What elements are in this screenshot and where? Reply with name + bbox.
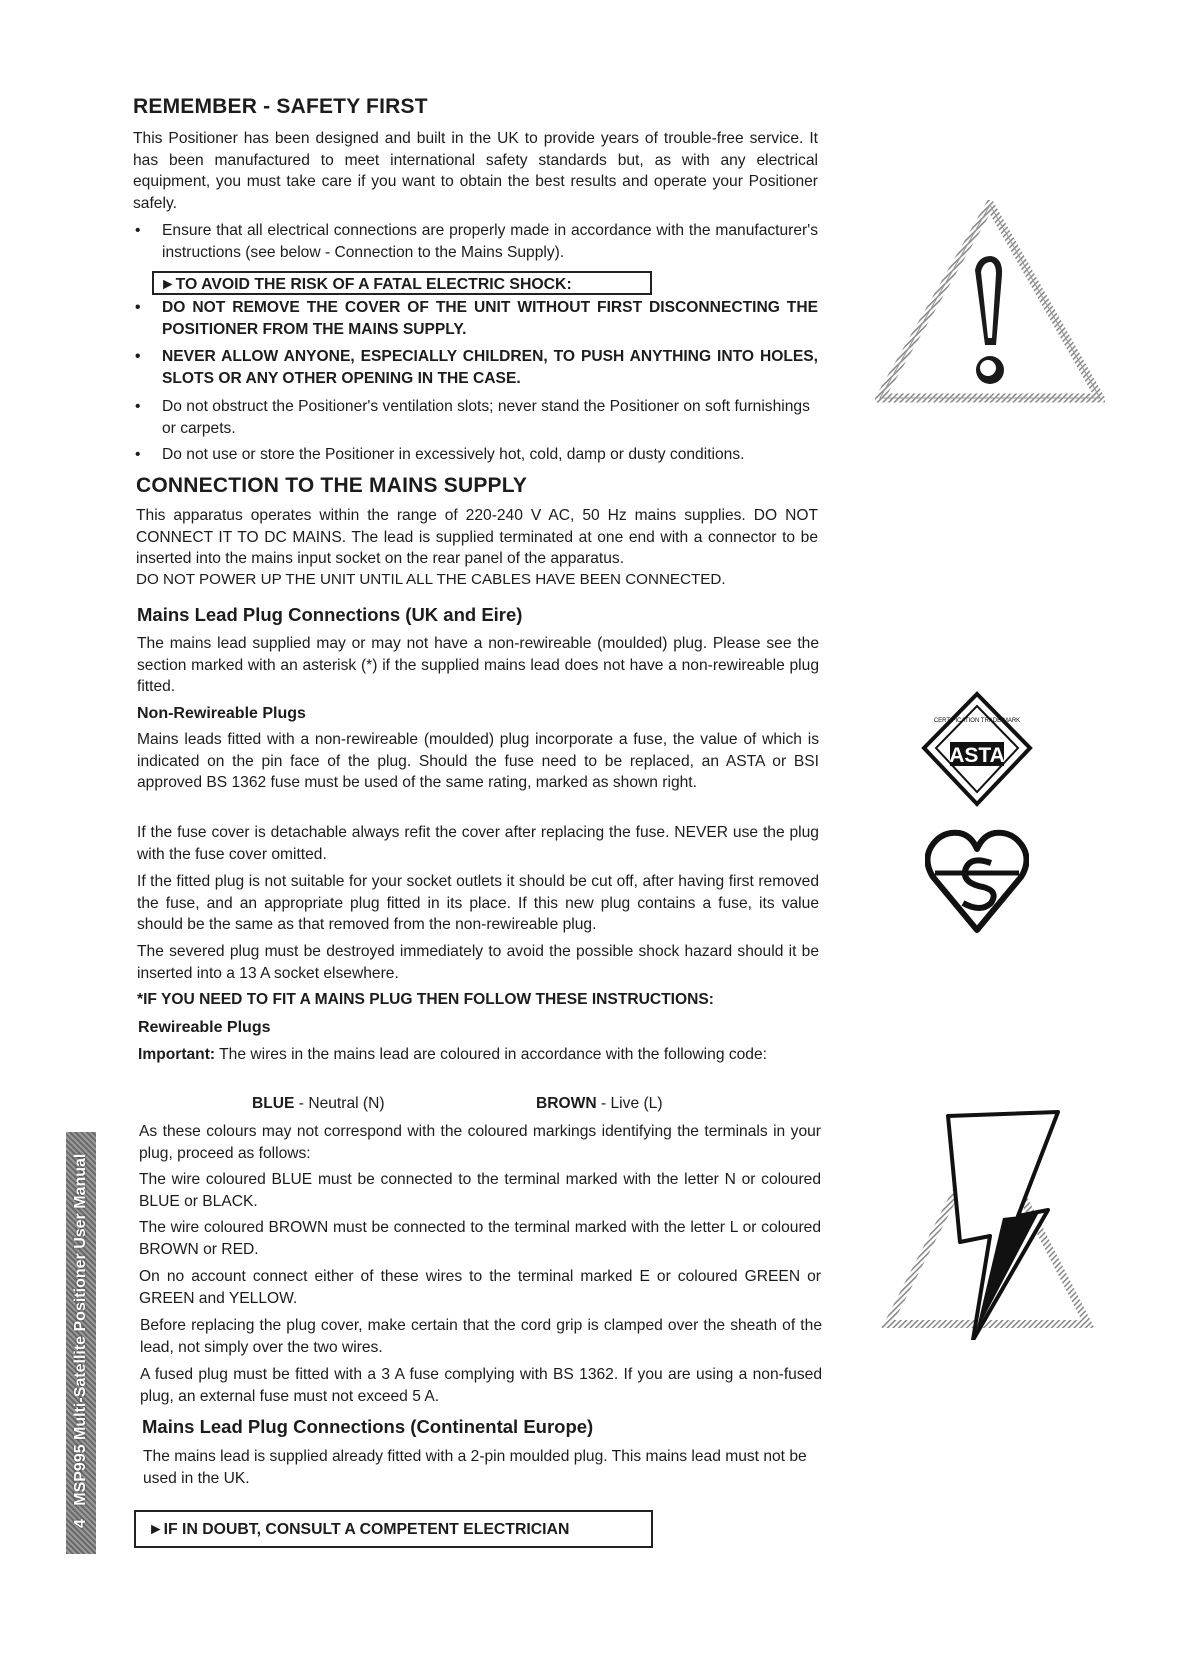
warning-exclamation-icon: [875, 200, 1105, 405]
important-text: The wires in the mains lead are coloured in accordance with the following code:: [219, 1046, 767, 1063]
sidebar-title: [72, 1154, 90, 1528]
europe-paragraph: The mains lead is supplied already fitted with a 2-pin moulded plug. This mains lead must not be used in the UK.: [143, 1448, 807, 1487]
heading-non-rewireable: Non-Rewireable Plugs: [137, 705, 306, 722]
rewireable-paragraph-2: The wire coloured BLUE must be connected to the terminal marked with the letter N or coloured BLUE or BLACK.: [139, 1171, 821, 1210]
uk-paragraph: The mains lead supplied may or may not have a non-rewireable (moulded) plug. Please see the section marked with an asterisk (*) if the supplied mains lead does not have a non-rewireable plug fitted.: [137, 635, 819, 695]
asta-text: ASTA: [949, 744, 1005, 767]
manual-title: MSP995 Multi-Satellite Positioner User Manual: [72, 1153, 89, 1506]
important-label: Important:: [138, 1046, 216, 1063]
non-rewireable-paragraph-2: If the fuse cover is detachable always refit the cover after replacing the fuse. NEVER use the plug with the fuse cover omitted.: [137, 824, 819, 863]
bullet-connections-text: Ensure that all electrical connections are properly made in accordance with the manufacturer's instructions (see below - Connection to the Mains Supply).: [162, 222, 818, 261]
asta-certification-mark: [920, 690, 1034, 808]
bullet-conditions-text: Do not use or store the Positioner in excessively hot, cold, damp or dusty conditions.: [162, 446, 745, 463]
rewireable-paragraph-3: The wire coloured BROWN must be connected to the terminal marked with the letter L or coloured BROWN or RED.: [139, 1219, 821, 1258]
non-rewireable-paragraph-4: The severed plug must be destroyed immediately to avoid the possible shock hazard should it be inserted into a 13 A socket elsewhere.: [137, 943, 819, 982]
page-number: 4: [72, 1519, 89, 1528]
bsi-kitemark-icon: [925, 825, 1029, 935]
blue-label: BLUE: [252, 1095, 295, 1112]
bullet-connections: • Ensure that all electrical connections are properly made in accordance with the manufacturer's instructions (see below - Connection to the Mains Supply).: [135, 222, 818, 261]
bullet-do-not-remove-text: DO NOT REMOVE THE COVER OF THE UNIT WITHOUT FIRST DISCONNECTING THE POSITIONER FROM THE MAINS SUPPLY.: [162, 299, 818, 338]
bullet-never-allow-text: NEVER ALLOW ANYONE, ESPECIALLY CHILDREN, TO PUSH ANYTHING INTO HOLES, SLOTS OR ANY OTHER OPENING IN THE CASE.: [162, 348, 818, 387]
mains-paragraph: This apparatus operates within the range of 220-240 V AC, 50 Hz mains supplies. DO NOT CONNECT IT TO DC MAINS. The lead is supplied terminated at one end with a connector to be inserted into the mains input socket on the rear panel of the apparatus.: [136, 507, 818, 567]
rewireable-paragraph-5: Before replacing the plug cover, make certain that the cord grip is clamped over the sheath of the lead, not simply over the two wires.: [140, 1317, 822, 1356]
bullet-do-not-remove: • DO NOT REMOVE THE COVER OF THE UNIT WITHOUT FIRST DISCONNECTING THE POSITIONER FROM THE MAINS SUPPLY.: [135, 299, 818, 338]
rewireable-paragraph-6: A fused plug must be fitted with a 3 A fuse complying with BS 1362. If you are using a non-fused plug, an external fuse must not exceed 5 A.: [140, 1366, 822, 1405]
non-rewireable-paragraph-1: Mains leads fitted with a non-rewireable (moulded) plug incorporate a fuse, the value of which is indicated on the pin face of the plug. Should the fuse need to be replaced, an ASTA or BSI approved BS 1362 fuse must be used of the same rating, marked as shown right.: [137, 731, 819, 791]
blue-text: - Neutral (N): [298, 1095, 385, 1112]
rewireable-paragraph-1: As these colours may not correspond with the coloured markings identifying the terminals in your plug, proceed as follows:: [139, 1123, 821, 1162]
intro-paragraph: This Positioner has been designed and built in the UK to provide years of trouble-free service. It has been manufactured to meet international safety standards but, as with any electrical equipment, you must take care if you want to obtain the best results and operate your Positioner safely.: [133, 130, 818, 212]
brown-label: BROWN: [536, 1095, 597, 1112]
electric-shock-warning-icon: [878, 1110, 1106, 1340]
mains-caps-warning: DO NOT POWER UP THE UNIT UNTIL ALL THE CABLES HAVE BEEN CONNECTED.: [136, 571, 726, 588]
blue-neutral-code: [252, 1093, 385, 1115]
bullet-conditions: • Do not use or store the Positioner in excessively hot, cold, damp or dusty conditions.: [135, 446, 745, 463]
rewireable-paragraph-4: On no account connect either of these wires to the terminal marked E or coloured GREEN or GREEN and YELLOW.: [139, 1268, 821, 1307]
bullet-ventilation: • Do not obstruct the Positioner's ventilation slots; never stand the Positioner on soft furnishings or carpets.: [135, 398, 810, 437]
sidebar-tab: [66, 1132, 96, 1554]
heading-mains-supply: CONNECTION TO THE MAINS SUPPLY: [136, 474, 528, 497]
non-rewireable-paragraph-3: If the fitted plug is not suitable for your socket outlets it should be cut off, after having first removed the fuse, and an appropriate plug fitted in its place. If this new plug contains a fuse, its value should be the same as that removed from the non-rewireable plug.: [137, 873, 819, 933]
heading-uk-eire: Mains Lead Plug Connections (UK and Eire): [137, 604, 523, 625]
asta-ring-text: CERTIFICATION TRADE MARK: [933, 718, 1021, 724]
heading-safety-first: REMEMBER - SAFETY FIRST: [133, 95, 428, 118]
brown-text: - Live (L): [600, 1095, 663, 1112]
brown-live-code: [536, 1093, 663, 1115]
shock-warning-box: ►TO AVOID THE RISK OF A FATAL ELECTRIC SHOCK:: [152, 271, 652, 295]
bullet-ventilation-text: Do not obstruct the Positioner's ventilation slots; never stand the Positioner on soft furnishings or carpets.: [162, 398, 810, 437]
bullet-never-allow: • NEVER ALLOW ANYONE, ESPECIALLY CHILDREN, TO PUSH ANYTHING INTO HOLES, SLOTS OR ANY OTHER OPENING IN THE CASE.: [135, 348, 818, 387]
heading-rewireable: Rewireable Plugs: [138, 1019, 271, 1036]
heading-continental-europe: Mains Lead Plug Connections (Continental Europe): [142, 1416, 594, 1437]
fit-plug-instructions: *IF YOU NEED TO FIT A MAINS PLUG THEN FOLLOW THESE INSTRUCTIONS:: [137, 991, 714, 1008]
important-paragraph: [138, 1044, 820, 1066]
doubt-warning-box: ►IF IN DOUBT, CONSULT A COMPETENT ELECTRICIAN: [134, 1510, 653, 1548]
